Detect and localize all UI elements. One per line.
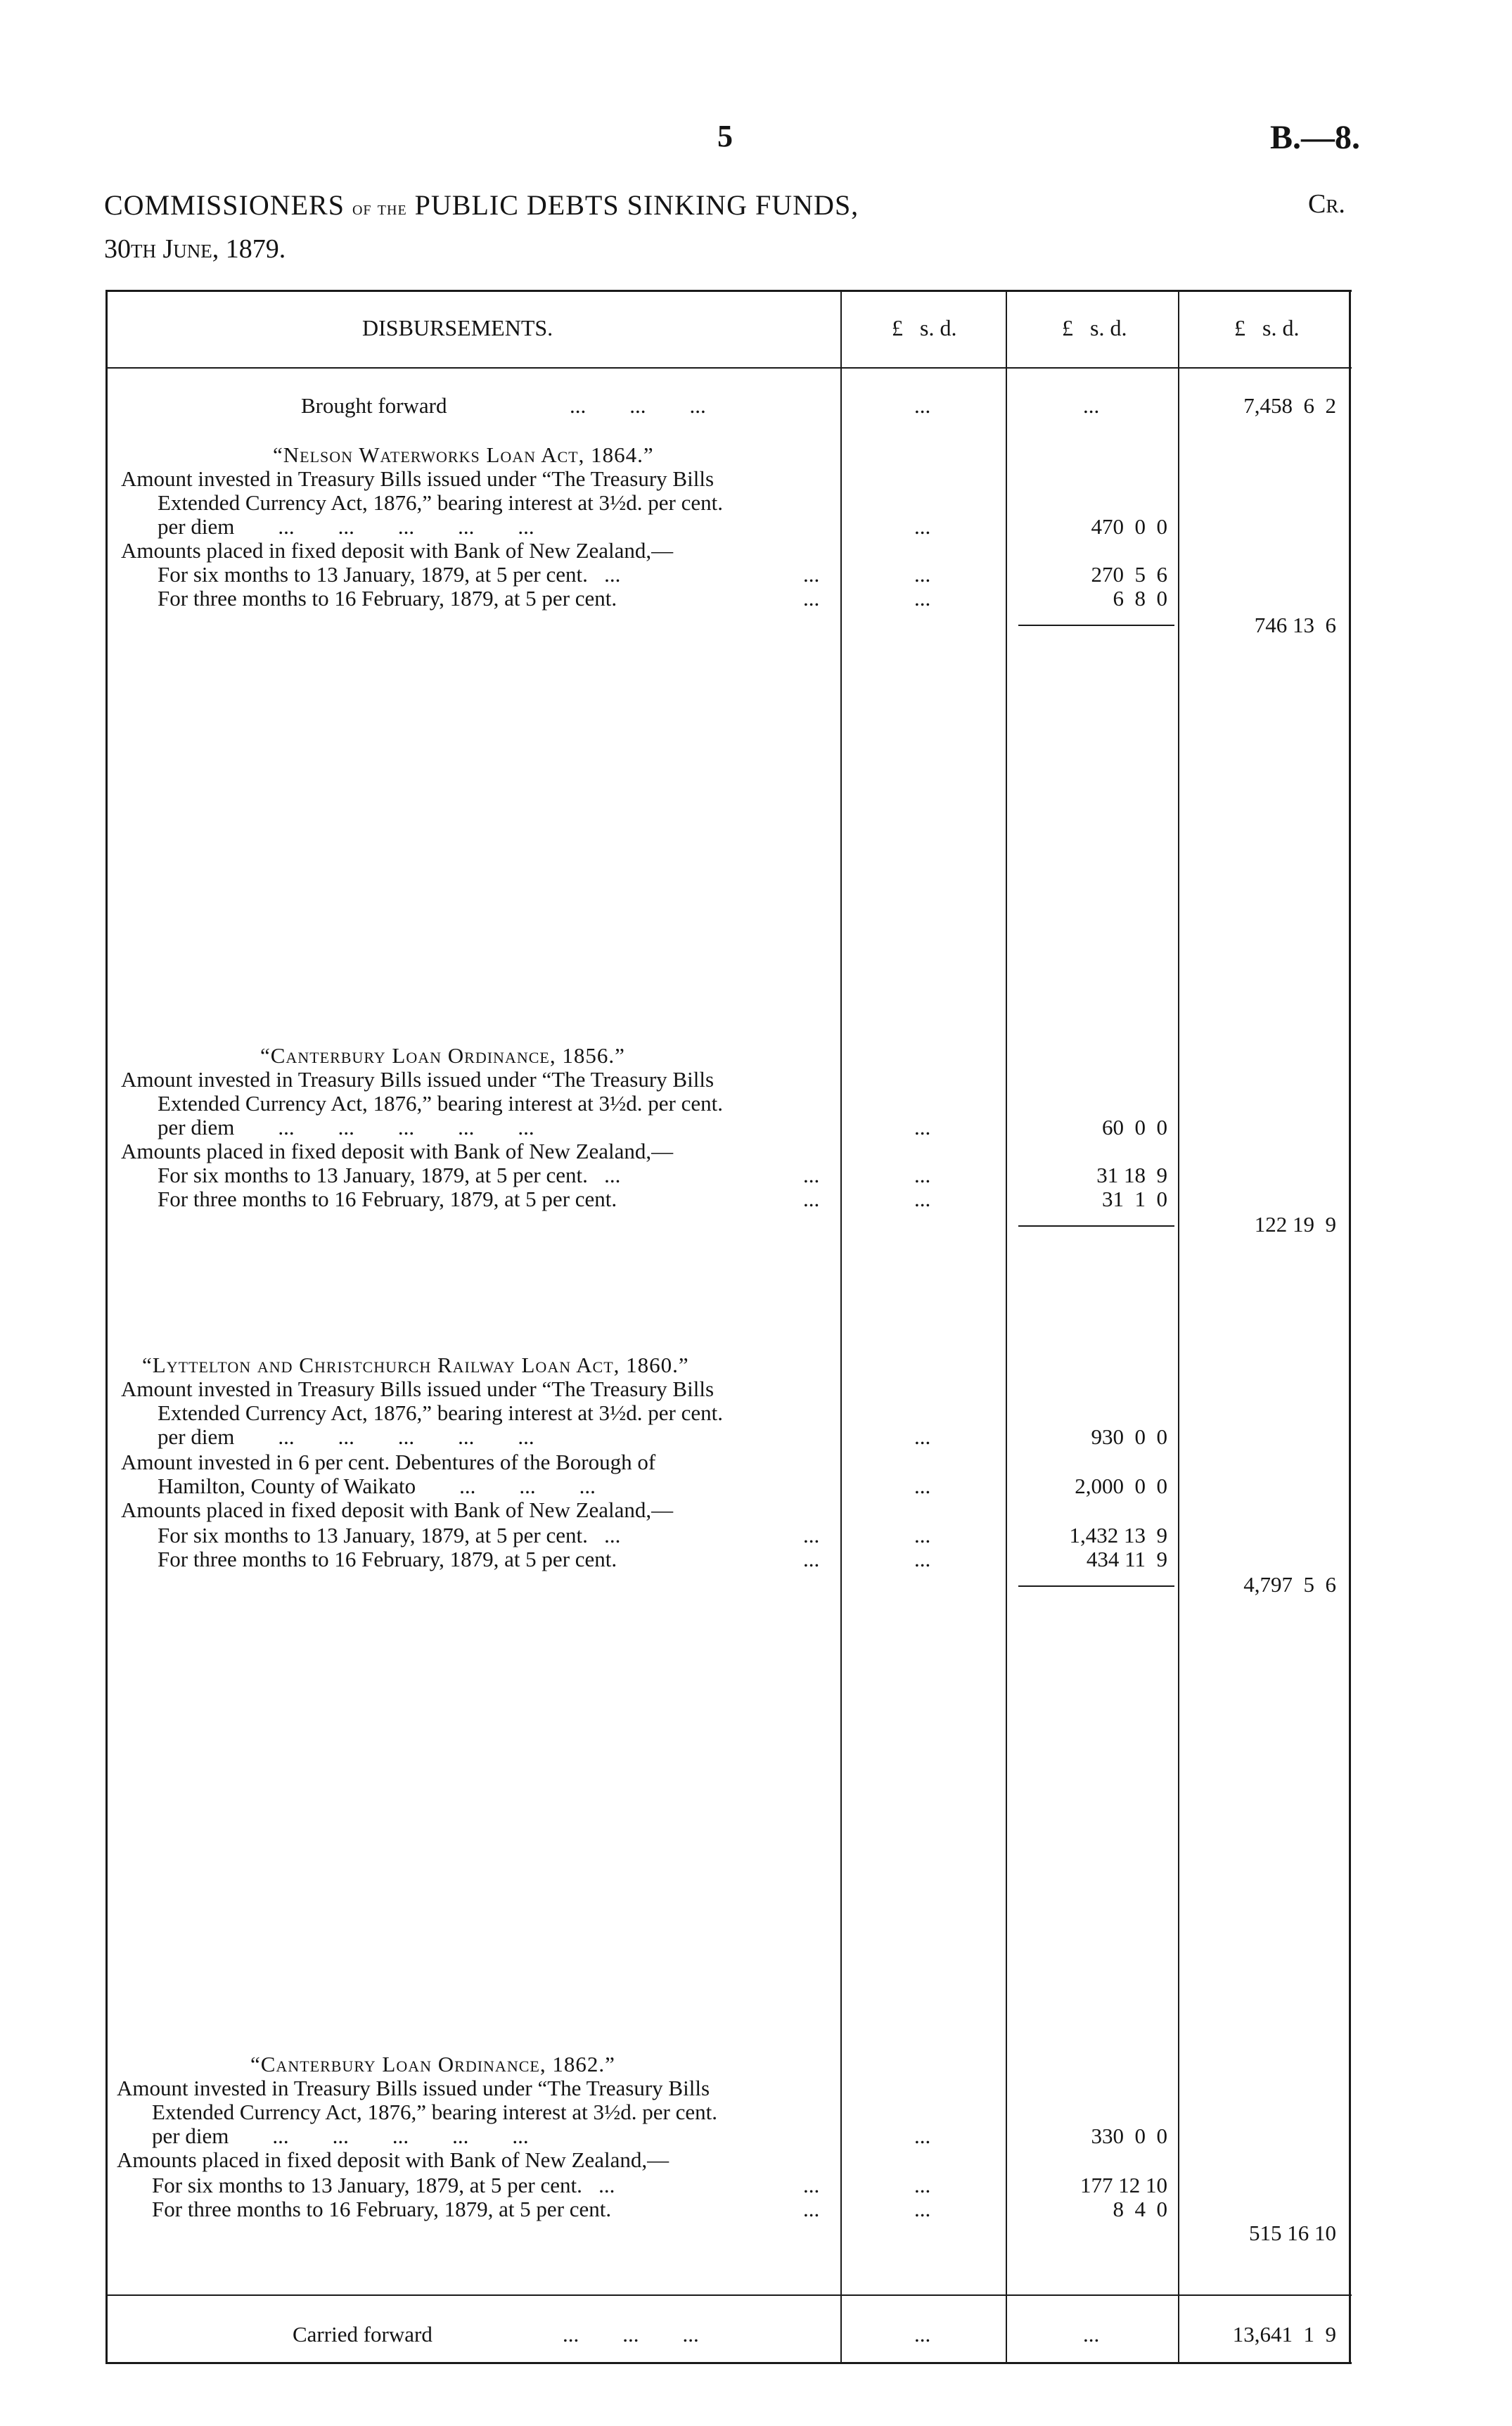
- column-divider-1: [840, 290, 842, 2363]
- header-col2-currency: £ s. d.: [1062, 315, 1127, 340]
- three-months-line: For three months to 16 February, 1879, at 5 per cent.: [158, 1547, 617, 1571]
- fixed-deposit-line: Amounts placed in fixed deposit with Bank of New Zealand,—: [121, 1139, 674, 1163]
- three-months-line: For three months to 16 February, 1879, at 5 per cent.: [158, 1187, 617, 1211]
- invest-col1: ...: [914, 1424, 931, 1449]
- invest-col1: ...: [914, 514, 931, 539]
- subtotal-rule: [1018, 1585, 1174, 1587]
- carried-forward-dots: ... ... ...: [563, 2322, 699, 2347]
- debenture-line-2: Hamilton, County of Waikato ... ... ...: [158, 1474, 596, 1498]
- invest-line-2: Extended Currency Act, 1876,” bearing interest at 3½d. per cent.: [158, 1091, 724, 1116]
- debenture-line-1: Amount invested in 6 per cent. Debentures of the Borough of: [121, 1450, 656, 1474]
- three-months-line: For three months to 16 February, 1879, at 5 per cent.: [152, 2197, 612, 2221]
- section-heading: “Nelson Waterworks Loan Act, 1864.”: [273, 442, 654, 467]
- section-total: 746 13 6: [1254, 613, 1336, 637]
- page-number: 5: [717, 119, 733, 153]
- three-months-col1: ...: [914, 2197, 931, 2221]
- six-months-dots: ...: [803, 2173, 820, 2197]
- title-part-2: PUBLIC DEBTS SINKING FUNDS,: [414, 189, 859, 221]
- column-divider-3: [1178, 290, 1179, 2363]
- invest-line-1: Amount invested in Treasury Bills issued under “The Treasury Bills: [117, 2076, 710, 2100]
- section-total: 515 16 10: [1249, 2221, 1336, 2245]
- section-heading: “Canterbury Loan Ordinance, 1856.”: [260, 1043, 625, 1068]
- page-reference: B.—8.: [1270, 119, 1361, 156]
- invest-line-3: per diem ... ... ... ... ...: [158, 514, 534, 539]
- six-months-line: For six months to 13 January, 1879, at 5 per cent. ...: [158, 1163, 621, 1187]
- header-disbursements: DISBURSEMENTS.: [362, 315, 553, 340]
- invest-line-2: Extended Currency Act, 1876,” bearing interest at 3½d. per cent.: [152, 2100, 718, 2124]
- carried-forward-col2: ...: [1083, 2322, 1100, 2347]
- invest-amount: 330 0 0: [1091, 2124, 1167, 2148]
- invest-line-1: Amount invested in Treasury Bills issued under “The Treasury Bills: [121, 1067, 715, 1092]
- carried-forward-label: Carried forward: [293, 2322, 433, 2347]
- six-months-amount: 177 12 10: [1080, 2173, 1167, 2197]
- fixed-deposit-line: Amounts placed in fixed deposit with Bank of New Zealand,—: [121, 538, 674, 563]
- invest-line-3: per diem ... ... ... ... ...: [158, 1115, 534, 1139]
- brought-forward-col1: ...: [914, 393, 931, 418]
- invest-line-3: per diem ... ... ... ... ...: [152, 2124, 529, 2148]
- title-part-1: COMMISSIONERS: [104, 189, 345, 221]
- page-title: [104, 189, 859, 222]
- carried-forward-total: 13,641 1 9: [1232, 2322, 1336, 2347]
- invest-line-2: Extended Currency Act, 1876,” bearing interest at 3½d. per cent.: [158, 490, 724, 515]
- header-col3-currency: £ s. d.: [1234, 315, 1300, 340]
- three-months-col1: ...: [914, 1547, 931, 1571]
- section-total: 4,797 5 6: [1243, 1572, 1336, 1597]
- invest-amount: 470 0 0: [1091, 514, 1167, 539]
- six-months-amount: 31 18 9: [1096, 1163, 1167, 1187]
- brought-forward-col2: ...: [1083, 393, 1100, 418]
- brought-forward-dots: ... ... ...: [570, 393, 706, 418]
- brought-forward-label: Brought forward: [301, 393, 447, 418]
- invest-amount: 930 0 0: [1091, 1424, 1167, 1449]
- three-months-amount: 434 11 9: [1086, 1547, 1167, 1571]
- invest-col1: ...: [914, 1115, 931, 1139]
- brought-forward-total: 7,458 6 2: [1243, 393, 1336, 418]
- header-rule: [105, 367, 1352, 369]
- section-total: 122 19 9: [1254, 1212, 1336, 1237]
- three-months-amount: 8 4 0: [1113, 2197, 1167, 2221]
- debenture-col1: ...: [914, 1474, 931, 1498]
- table-right-border: [1349, 290, 1351, 2363]
- three-months-amount: 6 8 0: [1113, 586, 1167, 611]
- six-months-amount: 270 5 6: [1091, 562, 1167, 587]
- invest-amount: 60 0 0: [1102, 1115, 1167, 1139]
- carried-forward-rule: [105, 2294, 1352, 2296]
- invest-line-2: Extended Currency Act, 1876,” bearing interest at 3½d. per cent.: [158, 1400, 724, 1425]
- section-heading: “Canterbury Loan Ordinance, 1862.”: [250, 2052, 615, 2076]
- three-months-amount: 31 1 0: [1102, 1187, 1167, 1211]
- six-months-line: For six months to 13 January, 1879, at 5 per cent. ...: [152, 2173, 615, 2197]
- header-col1-currency: £ s. d.: [892, 315, 957, 340]
- fixed-deposit-line: Amounts placed in fixed deposit with Bank of New Zealand,—: [121, 1498, 674, 1522]
- section-heading: “Lyttelton and Christchurch Railway Loan Act, 1860.”: [142, 1353, 689, 1377]
- six-months-dots: ...: [803, 562, 820, 587]
- subtotal-rule: [1018, 625, 1174, 626]
- subtotal-rule: [1018, 1225, 1174, 1227]
- debenture-amount: 2,000 0 0: [1075, 1474, 1167, 1498]
- three-months-dots: ...: [803, 1187, 820, 1211]
- invest-line-1: Amount invested in Treasury Bills issued under “The Treasury Bills: [121, 466, 715, 491]
- three-months-col1: ...: [914, 586, 931, 611]
- invest-col1: ...: [914, 2124, 931, 2148]
- fixed-deposit-line: Amounts placed in fixed deposit with Bank of New Zealand,—: [117, 2147, 669, 2172]
- table-left-border: [105, 290, 108, 2363]
- invest-line-1: Amount invested in Treasury Bills issued under “The Treasury Bills: [121, 1377, 715, 1401]
- three-months-dots: ...: [803, 2197, 820, 2221]
- column-divider-2: [1006, 290, 1007, 2363]
- six-months-amount: 1,432 13 9: [1069, 1523, 1167, 1547]
- page-date: 30th June, 1879.: [104, 234, 286, 264]
- six-months-col1: ...: [914, 2173, 931, 2197]
- six-months-col1: ...: [914, 1523, 931, 1547]
- invest-line-3: per diem ... ... ... ... ...: [158, 1424, 534, 1449]
- three-months-col1: ...: [914, 1187, 931, 1211]
- three-months-dots: ...: [803, 1547, 820, 1571]
- three-months-line: For three months to 16 February, 1879, at 5 per cent.: [158, 586, 617, 611]
- title-of-the: of the: [352, 197, 407, 219]
- table-bottom-rule: [105, 2362, 1352, 2364]
- title-side-label: Cr.: [1308, 189, 1345, 219]
- six-months-dots: ...: [803, 1163, 820, 1187]
- table-top-rule: [105, 290, 1352, 292]
- six-months-line: For six months to 13 January, 1879, at 5 per cent. ...: [158, 562, 621, 587]
- six-months-line: For six months to 13 January, 1879, at 5 per cent. ...: [158, 1523, 621, 1547]
- carried-forward-col1: ...: [914, 2322, 931, 2347]
- three-months-dots: ...: [803, 586, 820, 611]
- six-months-dots: ...: [803, 1523, 820, 1547]
- six-months-col1: ...: [914, 1163, 931, 1187]
- six-months-col1: ...: [914, 562, 931, 587]
